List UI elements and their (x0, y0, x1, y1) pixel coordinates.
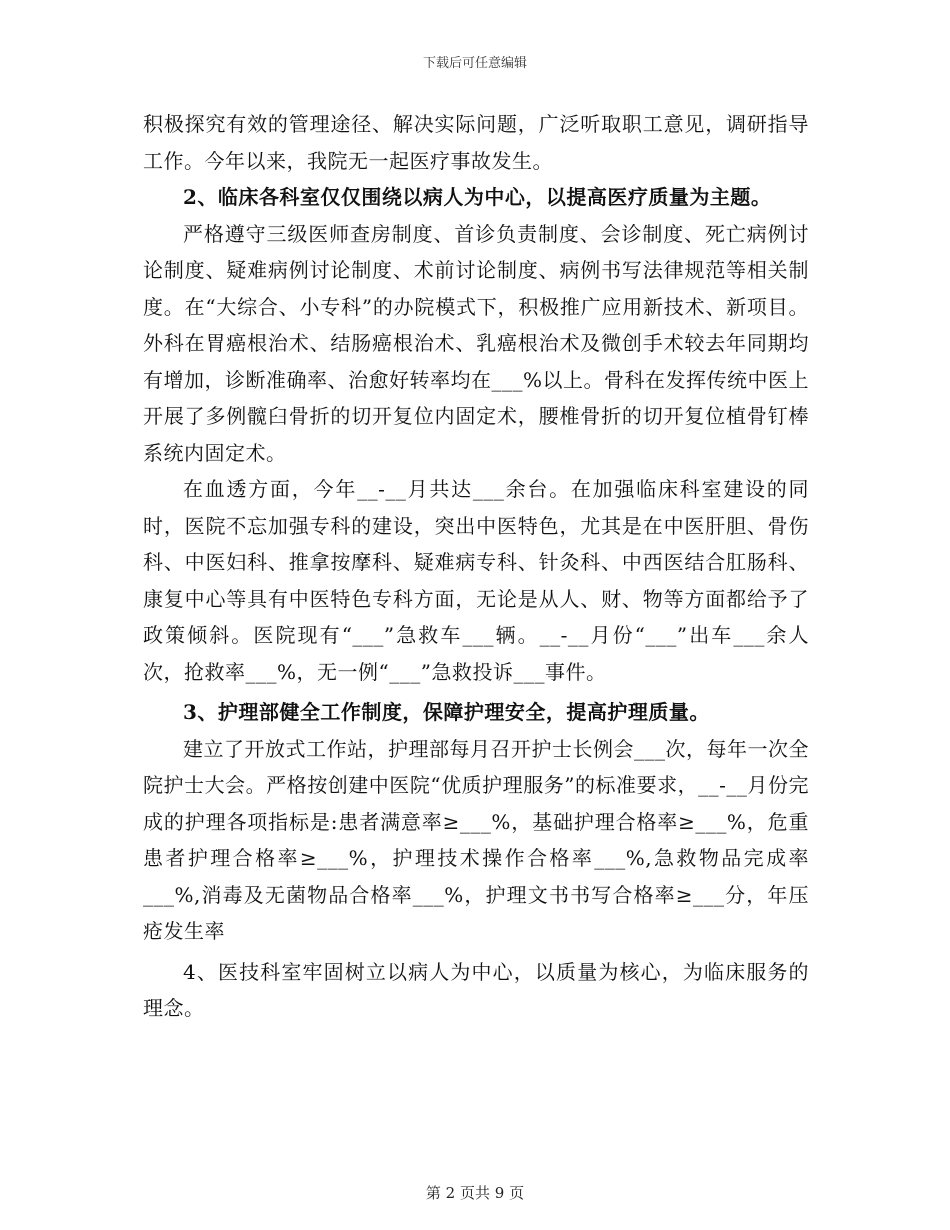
section-heading-4: 4、医技科室牢固树立以病人为中心，以质量为核心，为临床服务的理念。 (143, 959, 809, 1020)
paragraph-1: 积极探究有效的管理途径、解决实际问题，广泛听取职工意见，调研指导工作。今年以来，我院无一起医疗事故发生。 (143, 112, 809, 173)
paragraph-4: 建立了开放式工作站，护理部每月召开护士长例会___次，每年一次全院护士大会。严格按创建中医院“优质护理服务”的标准要求，__-__月份完成的护理各项指标是:患者满意率≥___%，基础护理合格率≥___%，危重患者护理合格率≥___%，护理技术操作合格率___%,急救物品完成率___%,消毒及无菌物品合格率___%，护理文书书写合格率≥___分，年压疮发生率 (143, 736, 809, 943)
paragraph-2: 严格遵守三级医师查房制度、首诊负责制度、会诊制度、死亡病例讨论制度、疑难病例讨论制度、术前讨论制度、病例书写法律规范等相关制度。在“大综合、小专科”的办院模式下，积极推广应用新技术、新项目。外科在胃癌根治术、结肠癌根治术、乳癌根治术及微创手术较去年同期均有增加，诊断准确率、治愈好转率均在___%以上。骨科在发挥传统中医上开展了多例髋臼骨折的切开复位内固定术，腰椎骨折的切开复位植骨钉棒系统内固定术。 (143, 221, 810, 465)
section-heading-3: 3、护理部健全工作制度，保障护理安全，提高护理质量。 (183, 700, 710, 724)
document-body (143, 106, 809, 1027)
paragraph-3: 在血透方面，今年__-__月共达___余台。在加强临床科室建设的同时，医院不忘加强专科的建设，突出中医特色，尤其是在中医肝胆、骨伤科、中医妇科、推拿按摩科、疑难病专科、针灸科、中西医结合肛肠科、康复中心等具有中医特色专科方面，无论是从人、财、物等方面都给予了政策倾斜。医院现有“___”急救车___辆。__-__月份“___”出车___余人次，抢救率___%，无一例“___”急救投诉___事件。 (143, 477, 809, 684)
section-heading-2: 2、临床各科室仅仅围绕以病人为中心，以提高医疗质量为主题。 (183, 185, 772, 209)
page-header: 下载后可任意编辑 (422, 56, 527, 71)
page-footer: 第 2 页共 9 页 (425, 1184, 525, 1202)
